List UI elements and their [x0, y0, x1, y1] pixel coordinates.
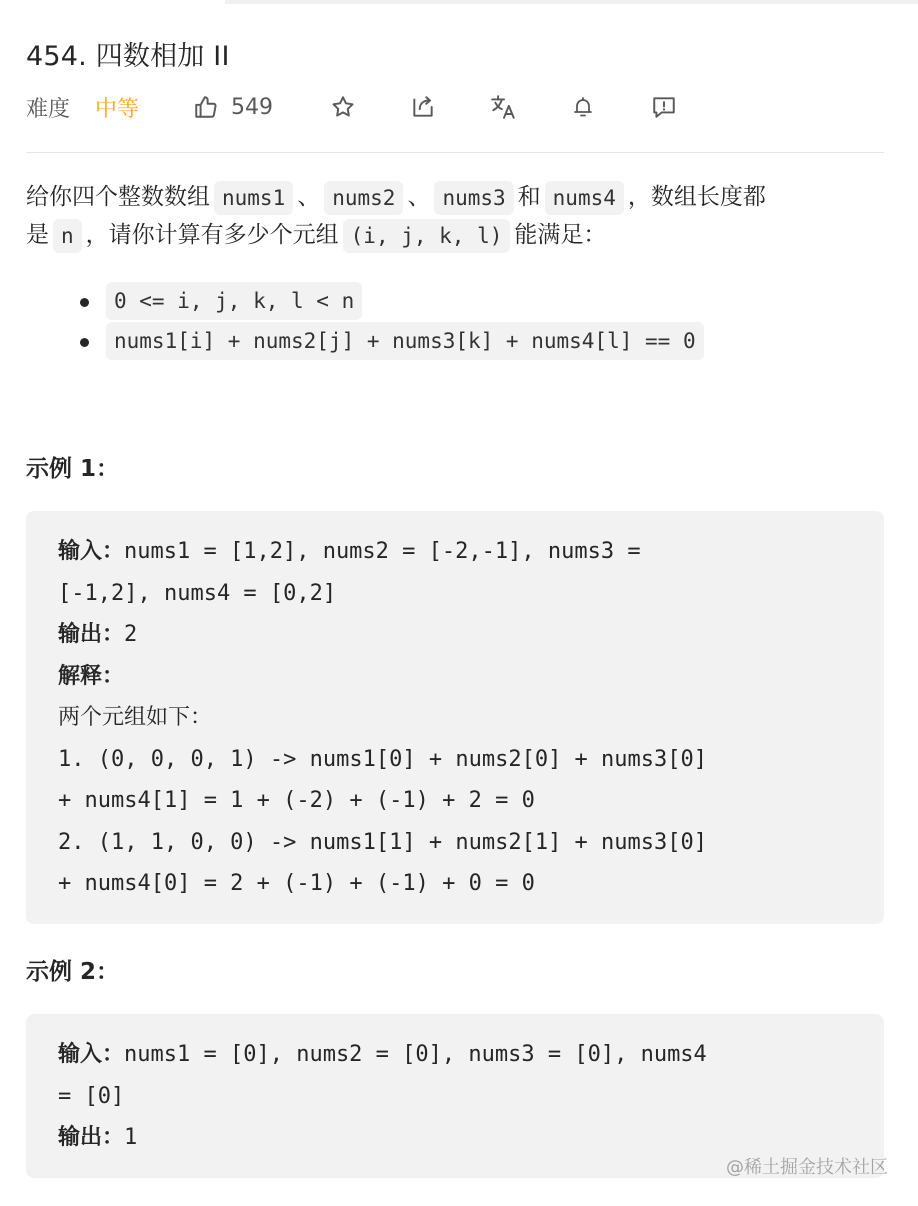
inline-code: nums2 — [324, 181, 403, 215]
inline-code: (i, j, k, l) — [343, 219, 511, 253]
description-line-1 — [26, 178, 886, 216]
explanation-intro: 两个元组如下： — [58, 705, 213, 730]
problem-meta-toolbar — [26, 84, 896, 130]
input-value: nums1 = [0], nums2 = [0], nums3 = [0], nums4 — [124, 1042, 707, 1067]
description-text: ，请你计算有多少个元组 — [85, 222, 339, 248]
top-edge-divider — [225, 0, 918, 4]
list-item — [80, 322, 900, 362]
problem-description — [26, 178, 886, 254]
condition-code: nums1[i] + nums2[j] + nums3[k] + nums4[l] == 0 — [106, 322, 704, 360]
example-output-line — [58, 614, 852, 656]
input-label: 输入： — [58, 1042, 125, 1067]
description-text: 和 — [517, 184, 541, 210]
example-1-block — [26, 511, 884, 924]
description-text: 、 — [297, 184, 321, 210]
star-icon[interactable] — [330, 84, 356, 130]
inline-code: nums4 — [545, 181, 624, 215]
description-text: 是 — [26, 222, 49, 248]
inline-code: nums1 — [214, 181, 293, 215]
example-input-line — [58, 531, 852, 573]
example-input-continuation: = [0] — [58, 1083, 125, 1109]
list-item — [80, 282, 900, 322]
difficulty-label: 难度 — [26, 96, 71, 122]
condition-list — [80, 282, 900, 362]
difficulty-badge: 中等 — [95, 96, 140, 122]
share-icon[interactable] — [410, 84, 436, 130]
description-line-2 — [26, 216, 886, 254]
explanation-line: 1. (0, 0, 0, 1) -> nums1[0] + nums2[0] + nums3[0] — [58, 746, 708, 772]
bullet-icon — [80, 298, 89, 307]
example-input-continuation: [-1,2], nums4 = [0,2] — [58, 580, 337, 606]
input-value: nums1 = [1,2], nums2 = [-2,-1], nums3 = — [124, 539, 641, 564]
like-count: 549 — [231, 94, 273, 120]
bell-icon[interactable] — [570, 84, 596, 130]
output-label: 输出： — [58, 1125, 125, 1150]
header-divider — [26, 152, 884, 153]
output-value: 2 — [124, 622, 138, 647]
output-value: 1 — [124, 1125, 138, 1150]
explanation-line: 2. (1, 1, 0, 0) -> nums1[1] + nums2[1] + nums3[0] — [58, 829, 708, 855]
bullet-icon — [80, 338, 89, 347]
watermark-text: @稀土掘金技术社区 — [726, 1157, 888, 1178]
example-2-title: 示例 2： — [26, 959, 120, 985]
problem-title: 454. 四数相加 II — [26, 41, 230, 72]
input-label: 输入： — [58, 539, 125, 564]
example-1-title: 示例 1： — [26, 456, 120, 482]
output-label: 输出： — [58, 622, 125, 647]
translate-icon[interactable] — [490, 84, 518, 130]
thumbs-up-icon[interactable] — [192, 84, 220, 130]
description-text: 、 — [407, 184, 431, 210]
description-text: 能满足： — [514, 222, 607, 248]
description-text: 给你四个整数数组 — [26, 184, 210, 210]
description-text: ，数组长度都 — [627, 184, 766, 210]
inline-code: n — [53, 219, 82, 253]
feedback-icon[interactable] — [650, 84, 678, 130]
explanation-label: 解释： — [58, 663, 125, 689]
example-input-line — [58, 1034, 852, 1076]
explanation-line: + nums4[1] = 1 + (-2) + (-1) + 2 = 0 — [58, 788, 535, 813]
inline-code: nums3 — [434, 181, 513, 215]
explanation-line: + nums4[0] = 2 + (-1) + (-1) + 0 = 0 — [58, 871, 535, 896]
condition-code: 0 <= i, j, k, l < n — [106, 282, 362, 320]
